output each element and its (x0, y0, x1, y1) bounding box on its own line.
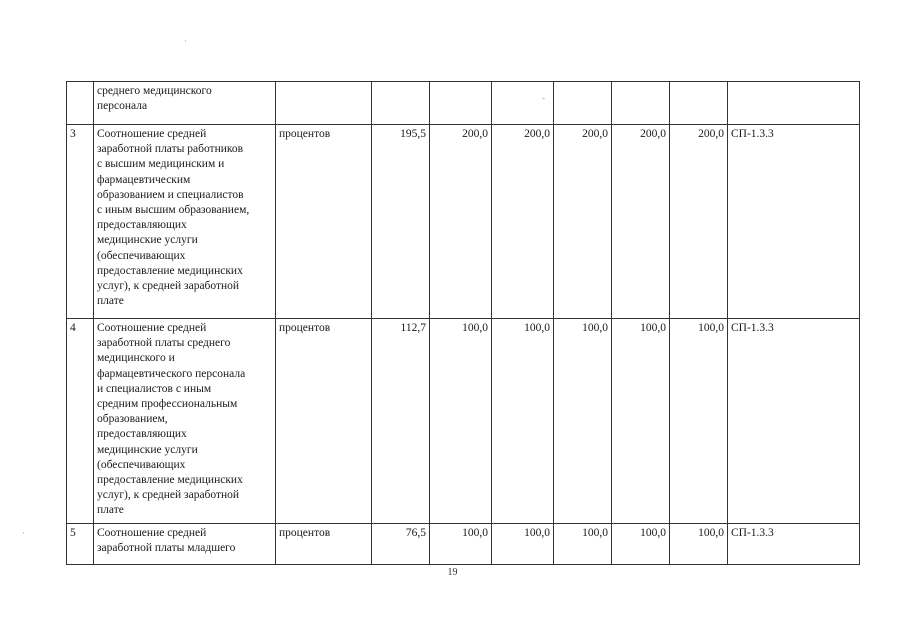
table-row (67, 125, 860, 319)
code-cell: СП-1.3.3 (728, 125, 860, 319)
value-cell (612, 82, 670, 125)
value-cell: 100,0 (670, 524, 728, 565)
unit-cell: процентов (276, 319, 372, 524)
value-cell (492, 82, 554, 125)
table-row (67, 524, 860, 565)
value-cell: 200,0 (670, 125, 728, 319)
unit-cell (276, 82, 372, 125)
value-cell (372, 82, 430, 125)
table-row (67, 319, 860, 524)
code-cell (728, 82, 860, 125)
value-cell: 200,0 (430, 125, 492, 319)
value-cell: 100,0 (554, 319, 612, 524)
indicator-description: Соотношение средней заработной платы среднего медицинского и фармацевтического персонала и специалистов с иным средним профессиональным образованием, предоставляющих медицинские услуги (обеспечивающих предоставление медицинских услуг), к средней заработной плате (94, 319, 276, 524)
row-index (67, 82, 94, 125)
value-cell: 76,5 (372, 524, 430, 565)
value-cell: 100,0 (612, 524, 670, 565)
row-index: 5 (67, 524, 94, 565)
value-cell (554, 82, 612, 125)
value-cell: 200,0 (554, 125, 612, 319)
unit-cell: процентов (276, 524, 372, 565)
value-cell: 100,0 (430, 524, 492, 565)
value-cell: 100,0 (612, 319, 670, 524)
value-cell (670, 82, 728, 125)
page-number: 19 (447, 567, 458, 578)
code-cell: СП-1.3.3 (728, 319, 860, 524)
value-cell: 112,7 (372, 319, 430, 524)
value-cell: 100,0 (492, 524, 554, 565)
table-row (67, 82, 860, 125)
value-cell: 100,0 (492, 319, 554, 524)
indicator-table (66, 81, 860, 565)
indicator-description: Соотношение средней заработной платы работников с высшим медицинским и фармацевтическим образованием и специалистов с иным высшим образованием, предоставляющих медицинские услуги (обеспечивающих предоставление медицинских услуг), к средней заработной плате (94, 125, 276, 319)
scan-speck: · (184, 36, 187, 46)
scan-speck: · (22, 528, 25, 538)
value-cell: 100,0 (554, 524, 612, 565)
row-index: 3 (67, 125, 94, 319)
unit-cell: процентов (276, 125, 372, 319)
code-cell: СП-1.3.3 (728, 524, 860, 565)
value-cell (430, 82, 492, 125)
value-cell: 100,0 (670, 319, 728, 524)
scan-speck: - (542, 93, 545, 103)
value-cell: 100,0 (430, 319, 492, 524)
value-cell: 195,5 (372, 125, 430, 319)
value-cell: 200,0 (492, 125, 554, 319)
indicator-description: среднего медицинского персонала (94, 82, 276, 125)
indicator-description: Соотношение средней заработной платы младшего (94, 524, 276, 565)
value-cell: 200,0 (612, 125, 670, 319)
row-index: 4 (67, 319, 94, 524)
